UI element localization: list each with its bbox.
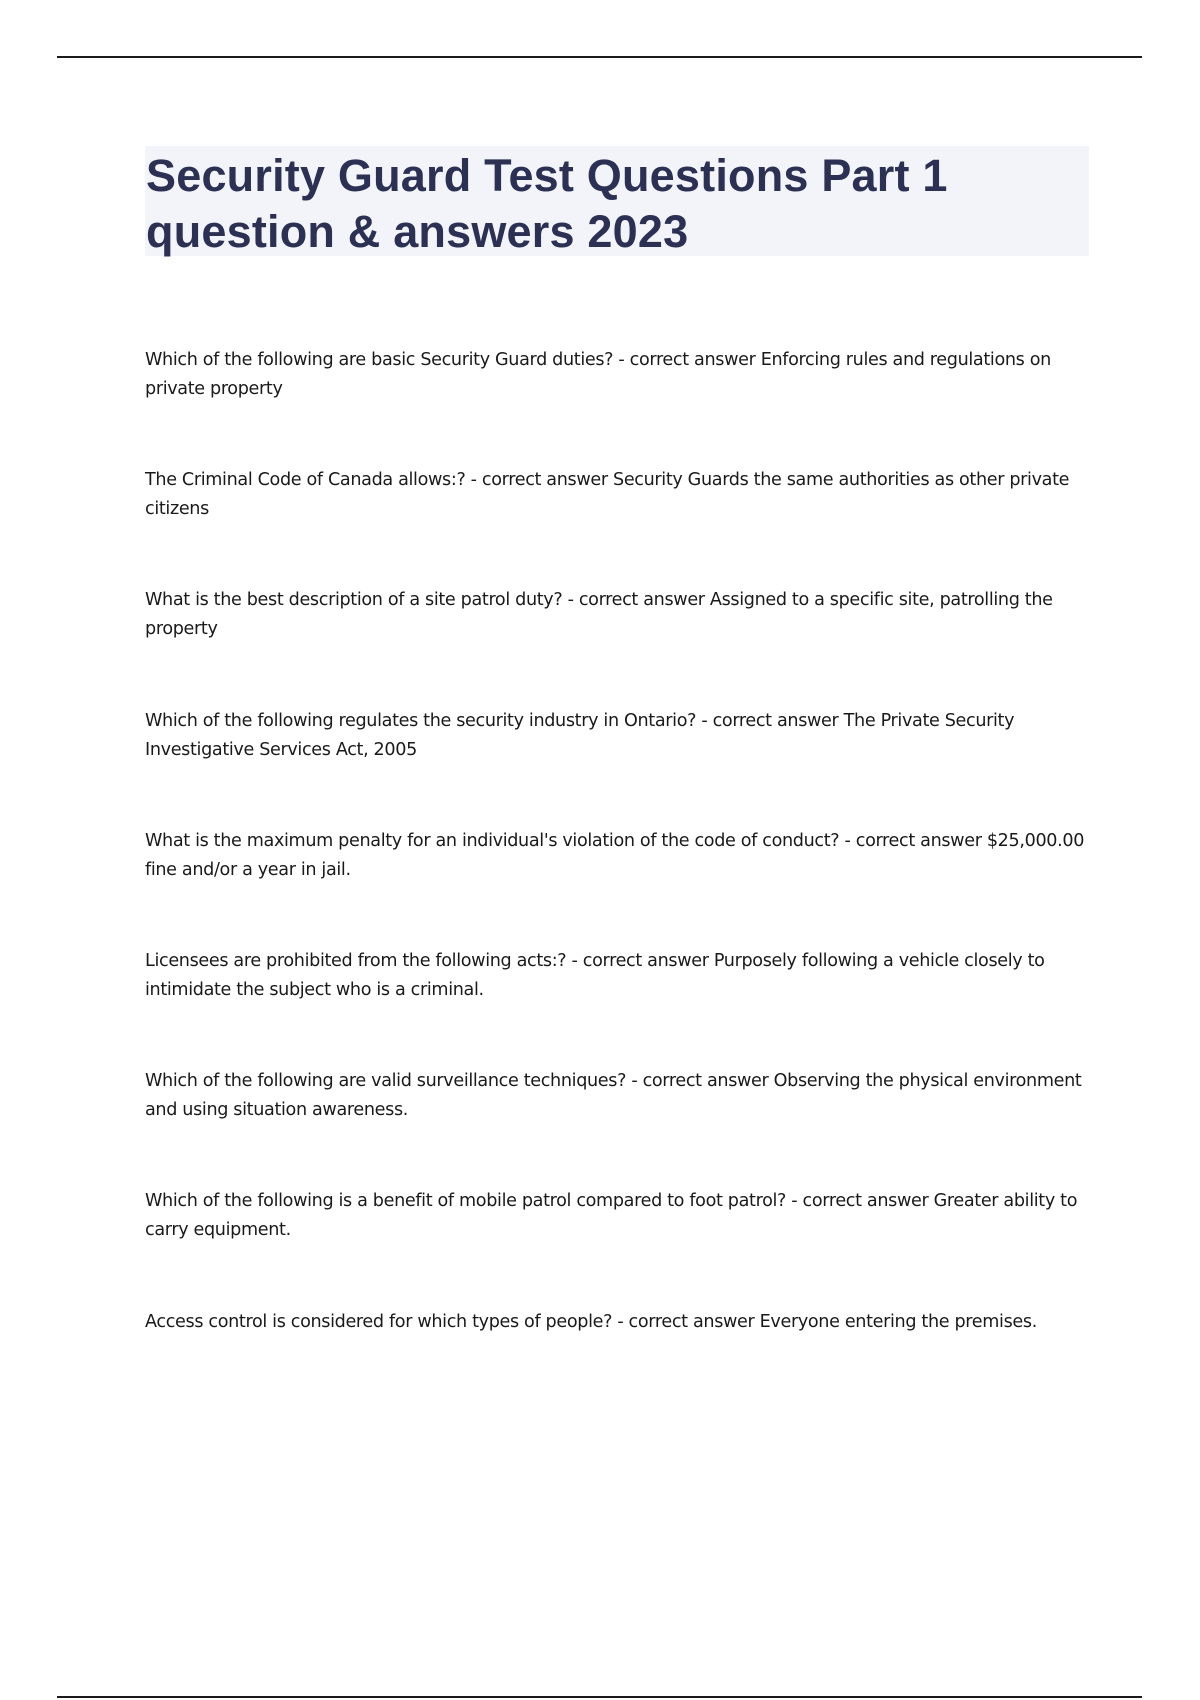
title-line-1: Security Guard Test Questions Part 1 <box>146 150 948 201</box>
top-rule <box>57 56 1142 58</box>
qa-item: What is the best description of a site patrol duty? - correct answer Assigned to a specific site, patrolling the property <box>145 590 1053 639</box>
qa-item: Which of the following are basic Security Guard duties? - correct answer Enforcing rules and regulations on private property <box>145 350 1051 399</box>
qa-item: What is the maximum penalty for an individual's violation of the code of conduct? - correct answer $25,000.00 fine and/or a year in jail. <box>145 831 1085 880</box>
bottom-rule <box>57 1696 1142 1698</box>
page-title <box>145 146 1089 260</box>
title-block <box>145 146 1089 256</box>
qa-item: Licensees are prohibited from the following acts:? - correct answer Purposely following a vehicle closely to intimidate the subject who is a criminal. <box>145 951 1045 1000</box>
qa-item: The Criminal Code of Canada allows:? - correct answer Security Guards the same authorities as other private citizens <box>145 470 1070 519</box>
title-line-2: question & answers 2023 <box>146 206 689 257</box>
qa-item: Access control is considered for which types of people? - correct answer Everyone entering the premises. <box>145 1312 1037 1332</box>
qa-item: Which of the following regulates the security industry in Ontario? - correct answer The Private Security Investigative Services Act, 2005 <box>145 711 1015 760</box>
qa-item: Which of the following are valid surveillance techniques? - correct answer Observing the physical environment and using situation awareness. <box>145 1071 1082 1120</box>
qa-item: Which of the following is a benefit of mobile patrol compared to foot patrol? - correct answer Greater ability to carry equipment. <box>145 1191 1078 1240</box>
